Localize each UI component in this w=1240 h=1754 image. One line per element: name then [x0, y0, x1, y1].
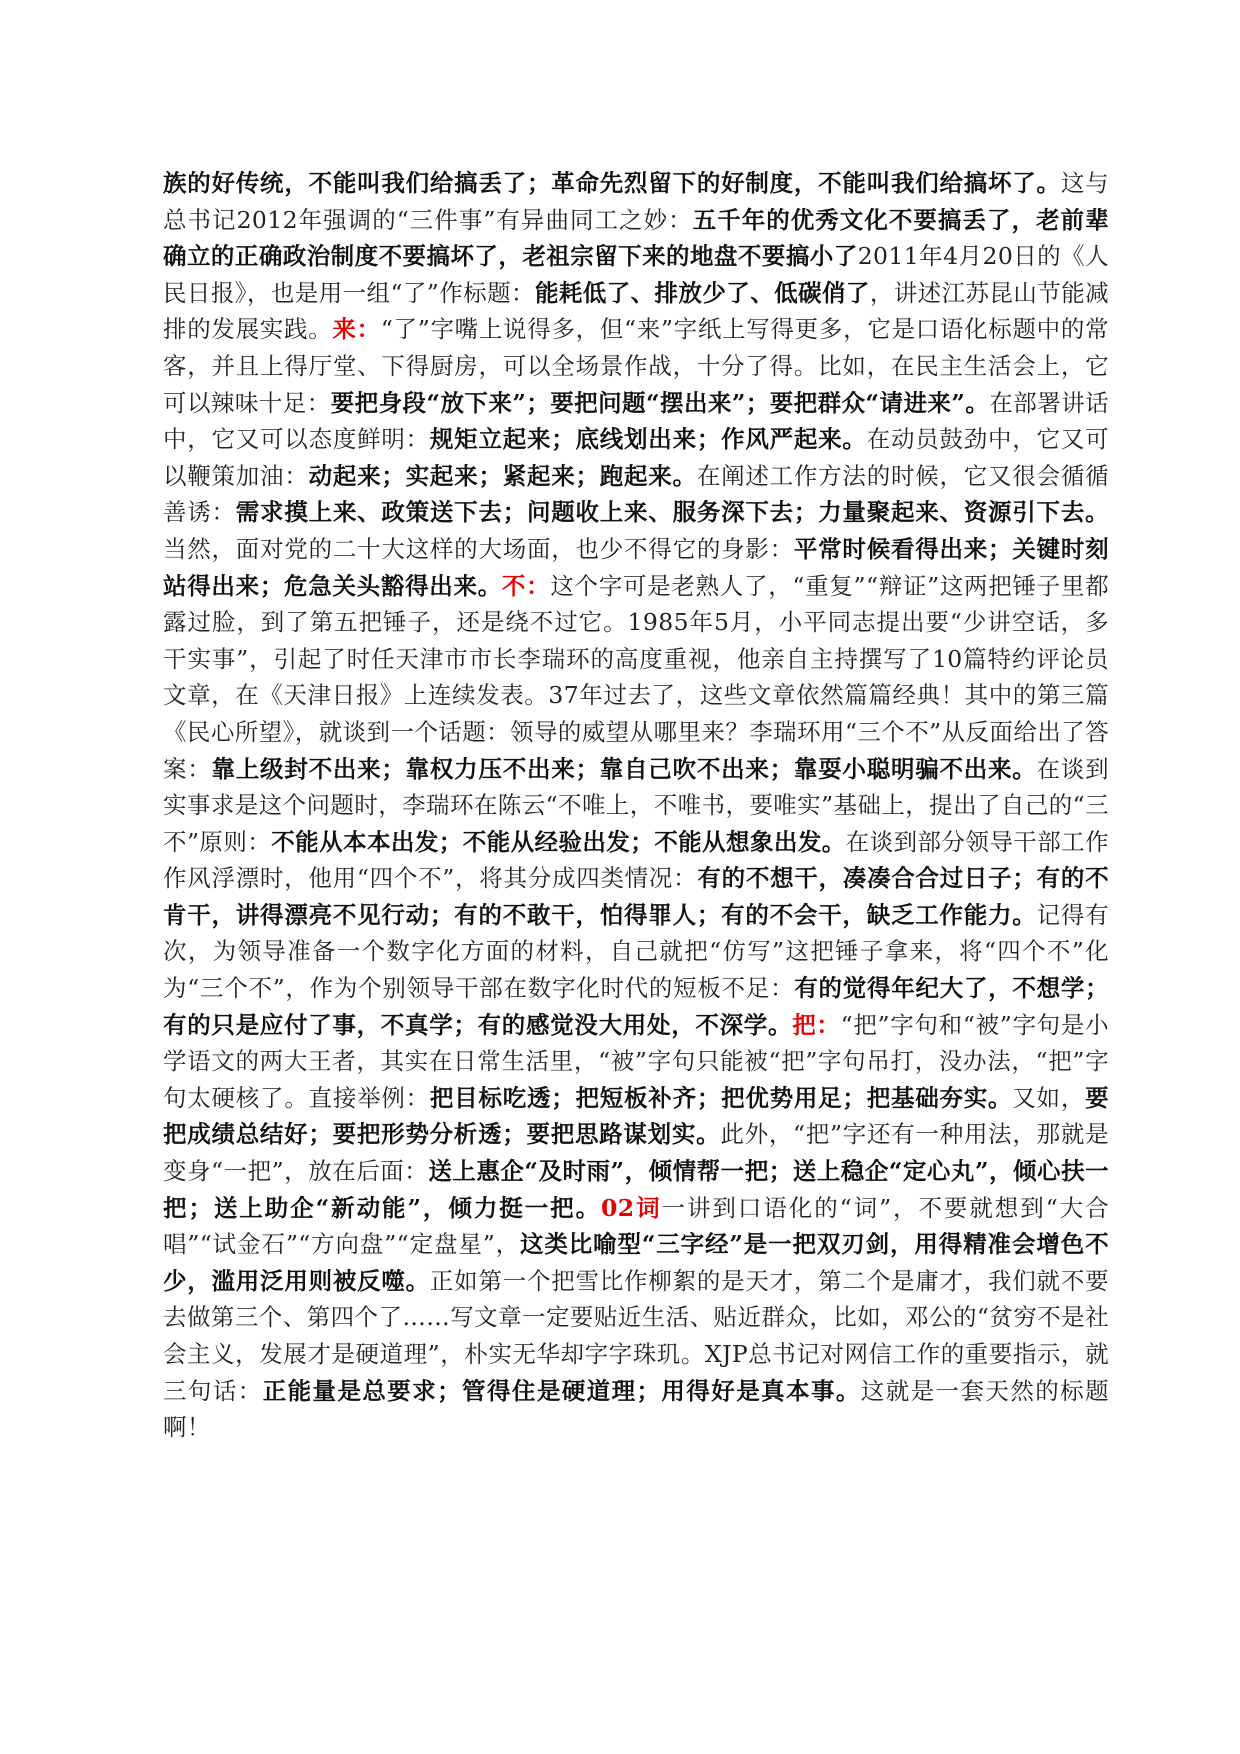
body-text: 在部署讲话中，它又可以态度鲜明： [163, 388, 1109, 454]
bold-phrase: 要把成绩总结好；要把形势分析透；要把思路谋划实。 [163, 1083, 1109, 1149]
body-text: 这与总书记2012年强调的“三件事”有异曲同工之妙： [163, 169, 1109, 234]
document-page [163, 165, 1109, 1446]
body-text: 这个字可是老熟人了，“重复”“辩证”这两把锤子里都露过脸，到了第五把锤子，还是绕不过它。1985年5月，小平同志提出要“少讲空话，多干实事”，引起了时任天津市市长李瑞环的高度重视，他亲自主持撰写了10篇特约评论员文章，在《天津日报》上连续发表。37年过去了，这些文章依然篇篇经典！其中的第三篇《民心所望》，就谈到一个话题：领导的威望从哪里来？李瑞环用“三个不”从反面给出了答案： [163, 571, 1109, 783]
section-marker: 把： [792, 1010, 841, 1039]
body-text: 这就是一套天然的标题啊！ [163, 1376, 1109, 1442]
body-text: 在谈到部分领导干部工作作风浮漂时，他用“四个不”，将其分成四类情况： [163, 827, 1109, 893]
section-marker: 02词 [601, 1193, 662, 1222]
bold-phrase: 不能从本本出发；不能从经验出发；不能从想象出发。 [271, 827, 846, 856]
bold-phrase: 平常时候看得出来；关键时刻站得出来；危急关头豁得出来。 [163, 534, 1109, 600]
body-text: 记得有次，为领导准备一个数字化方面的材料，自己就把“仿写”这把锤子拿来，将“四个不”化为“三个不”，作为个别领导干部在数字化时代的短板不足： [163, 900, 1109, 1003]
bold-phrase: 有的觉得年纪大了，不想学；有的只是应付了事，不真学；有的感觉没大用处，不深学。 [163, 974, 1110, 1039]
bold-phrase: 这类比喻型“三字经”是一把双刃剑，用得精准会增色不少，滥用泛用则被反噬。 [163, 1230, 1109, 1295]
bold-phrase: 族的好传统，不能叫我们给搞丢了；革命先烈留下的好制度，不能叫我们给搞坏了。 [163, 169, 1061, 197]
bold-phrase: 把目标吃透；把短板补齐；把优势用足；把基础夯实。 [429, 1083, 1013, 1112]
bold-phrase: 有的不想干，凑凑合合过日子；有的不肯干，讲得漂亮不见行动；有的不敢干，怕得罪人；有的不会干，缺乏工作能力。 [163, 864, 1109, 929]
body-text: 在谈到实事求是这个问题时，李瑞环在陈云“不唯上，不唯书，要唯实”基础上，提出了自己的“三不”原则： [163, 754, 1109, 856]
body-text: “了”字嘴上说得多，但“来”字纸上写得更多，它是口语化标题中的常客，并且上得厅堂、下得厨房，可以全场景作战，十分了得。比如，在民主生活会上，它可以辣味十足： [163, 315, 1109, 417]
bold-phrase: 五千年的优秀文化不要搞丢了，老前辈确立的正确政治制度不要搞坏了，老祖宗留下来的地盘不要搞小了 [163, 205, 1109, 271]
bold-phrase: 能耗低了、排放少了、低碳俏了 [534, 278, 870, 307]
bold-phrase: 需求摸上来、政策送下去；问题收上来、服务深下去；力量聚起来、资源引下去。 [235, 498, 1109, 527]
body-text: 2011年4月20日的《人民日报》，也是用一组“了”作标题： [163, 242, 1109, 307]
body-text: 正如第一个把雪比作柳絮的是天才，第二个是庸才，我们就不要去做第三个、第四个了……写文章一定要贴近生活、贴近群众，比如，邓公的“贫穷不是社会主义，发展才是硬道理”，朴实无华却字字珠玑。XJP总书记对网信工作的重要指示，就三句话： [163, 1266, 1109, 1405]
section-marker: 来： [332, 315, 381, 344]
bold-phrase: 正能量是总要求；管得住是硬道理；用得好是真本事。 [262, 1376, 861, 1405]
bold-phrase: 靠上级封不出来；靠权力压不出来；靠自己吹不出来；靠耍小聪明骗不出来。 [211, 754, 1037, 783]
section-marker: 不： [501, 571, 551, 600]
body-text: 又如， [1012, 1083, 1086, 1112]
body-text: 当然，面对党的二十大这样的大场面，也少不得它的身影： [163, 534, 794, 563]
body-text: 一讲到口语化的“词”，不要就想到“大合唱”“试金石”“方向盘”“定盘星”， [163, 1193, 1109, 1259]
body-text: 此外，“把”字还有一种用法，那就是变身“一把”，放在后面： [163, 1120, 1110, 1186]
body-text: 在动员鼓劲中，它又可以鞭策加油： [163, 425, 1109, 490]
body-text: “把”字句和“被”字句是小学语文的两大王者，其实在日常生活里，“被”字句只能被“把”字句吊打，没办法，“把”字句太硬核了。直接举例： [163, 1010, 1109, 1112]
bold-phrase: 要把身段“放下来”；要把问题“摆出来”；要把群众“请进来”。 [330, 388, 990, 417]
bold-phrase: 送上惠企“及时雨”，倾情帮一把；送上稳企“定心丸”，倾心扶一把；送上助企“新动能”，倾力挺一把。 [163, 1157, 1109, 1222]
body-text: ，讲述江苏昆山节能减排的发展实践。 [163, 278, 1110, 344]
body-paragraph [163, 165, 1109, 1446]
body-text: 在阐述工作方法的时候，它又很会循循善诱： [163, 461, 1109, 527]
bold-phrase: 动起来；实起来；紧起来；跑起来。 [308, 461, 697, 490]
bold-phrase: 规矩立起来；底线划出来；作风严起来。 [429, 425, 867, 454]
